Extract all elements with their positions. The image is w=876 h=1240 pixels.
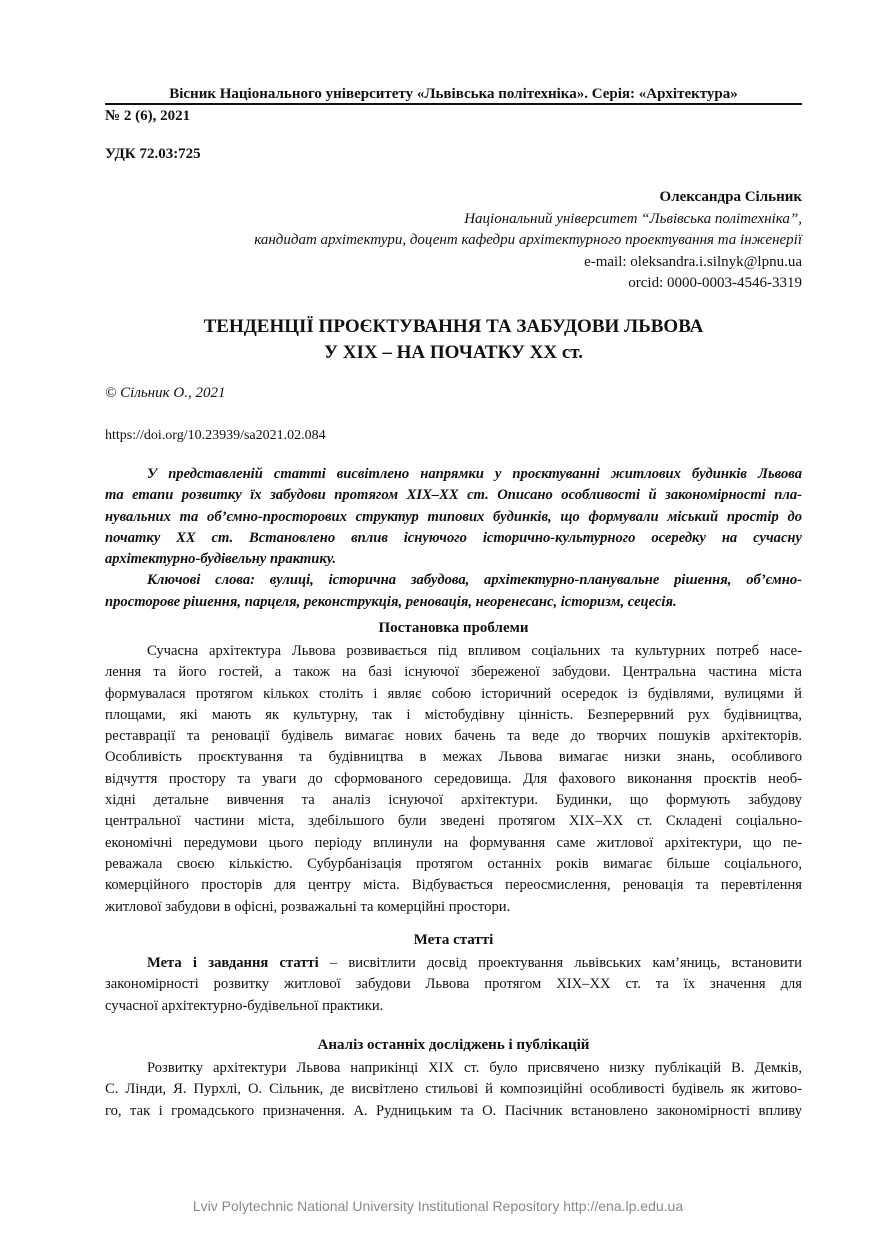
problem-line: реставрації та реновації будівель вимагає нових бачень та веде до творчих пошуків архітекторів. bbox=[105, 728, 802, 745]
section-heading-goal: Мета статті bbox=[413, 932, 494, 948]
goal-line: закономірності розвитку житлової забудови Львова протягом ХІХ–ХХ ст. та їх значення для bbox=[105, 976, 802, 993]
repository-footer: Lviv Polytechnic National University Institutional Repository http://ena.lp.edu.ua bbox=[192, 1198, 684, 1214]
author-orcid: orcid: 0000-0003-4546-3319 bbox=[628, 275, 802, 291]
author-position: кандидат архітектури, доцент кафедри архітектурного проектування та інженерії bbox=[254, 232, 802, 248]
doi-link[interactable]: https://doi.org/10.23939/sa2021.02.084 bbox=[105, 428, 326, 443]
analysis-line: го, так і громадського призначення. А. Рудницьким та О. Пасічник встановлено закономірності впливу bbox=[105, 1102, 802, 1119]
problem-line: комерційного просторів для центру міста. Відбувається переосмислення, реновація та перевтілення bbox=[105, 877, 802, 894]
goal-line: сучасної архітектурно-будівельної практики. bbox=[105, 997, 384, 1014]
abstract-line: початку ХХ ст. Встановлено вплив існуючого історично-культурного осередку на сучасну bbox=[105, 529, 802, 546]
problem-line: відчуття простору та уваги до сформованого середовища. Для фахового виконання проєктів необ- bbox=[105, 770, 802, 787]
analysis-line: Розвитку архітектури Львова наприкінці ХІХ ст. було присвячено низку публікацій В. Демків, bbox=[147, 1060, 802, 1076]
goal-text: – висвітлити досвід проектування львівських кам’яниць, встановити bbox=[318, 955, 802, 971]
abstract-line: та етапи розвитку їх забудови протягом ХІХ–ХХ ст. Описано особливості й закономірності пла- bbox=[105, 487, 802, 504]
problem-line: лення та його гостей, а також на базі існуючої збереженої забудови. Центральна частина міста bbox=[105, 664, 802, 681]
problem-line: житлової забудови в офісні, розважальні та комерційні простори. bbox=[105, 898, 511, 915]
problem-line: центральної частини міста, здебільшого були зведені протягом ХІХ–ХХ ст. Складені соціально- bbox=[105, 813, 802, 830]
problem-line: формувалася протягом кількох століть і являє собою історичний осередок із будівлями, вулицями й bbox=[105, 685, 802, 702]
author-name: Олександра Сільник bbox=[659, 189, 802, 205]
abstract-line: нувальних та об’ємно-просторових структур типових будинків, що формували міський простір до bbox=[105, 508, 802, 525]
issue-number: № 2 (6), 2021 bbox=[105, 108, 191, 124]
problem-line: хідні детальне вивчення та аналіз існуючої архітектури. Будинки, що формують забудову bbox=[105, 792, 802, 809]
abstract-line: У представленій статті висвітлено напрямки у проєктуванні житлових будинків Львова bbox=[147, 466, 802, 482]
section-heading-problem: Постановка проблеми bbox=[378, 620, 529, 636]
problem-line: економічні передумови цього періоду вплинули на формування саме житлової архітектури, що пе- bbox=[105, 834, 802, 851]
author-block bbox=[254, 187, 802, 295]
article-title bbox=[105, 314, 802, 366]
header-rule bbox=[105, 103, 802, 105]
keywords-line: Ключові слова: вулиці, історична забудова, архітектурно-планувальне рішення, об’ємно- bbox=[147, 572, 802, 589]
problem-line: Сучасна архітектура Львова розвивається під впливом соціальних та культурних потреб насе- bbox=[147, 643, 802, 659]
keywords-line: просторове рішення, парцеля, реконструкція, реновація, неоренесанс, історизм, сецесія. bbox=[105, 593, 677, 610]
udk-code: УДК 72.03:725 bbox=[105, 146, 201, 162]
problem-line: реважала своєю кількістю. Субурбанізація протягом останніх років вимагає більше соціального, bbox=[105, 855, 802, 872]
goal-paragraph bbox=[105, 953, 802, 1017]
journal-header: Вісник Національного університету «Львівська політехніка». Серія: «Архітектура» bbox=[169, 86, 738, 102]
problem-paragraph bbox=[105, 641, 802, 918]
author-affiliation: Національний університет “Львівська політехніка”, bbox=[464, 210, 802, 227]
abstract bbox=[105, 464, 802, 613]
analysis-line: С. Лінди, Я. Пурхлі, О. Сільник, де висвітлено стильові й композиційні особливості будівель як житово- bbox=[105, 1081, 802, 1098]
title-line: ТЕНДЕНЦІЇ ПРОЄКТУВАННЯ ТА ЗАБУДОВИ ЛЬВОВА bbox=[203, 316, 704, 337]
abstract-line: архітектурно-будівельну практику. bbox=[105, 551, 336, 568]
analysis-paragraph bbox=[105, 1058, 802, 1122]
goal-line bbox=[105, 953, 802, 974]
goal-lead: Мета і завдання статті bbox=[147, 955, 319, 971]
section-heading-analysis: Аналіз останніх досліджень і публікацій bbox=[317, 1037, 590, 1053]
author-email[interactable]: e-mail: oleksandra.i.silnyk@lpnu.ua bbox=[584, 253, 802, 270]
title-line: У ХІХ – НА ПОЧАТКУ ХХ ст. bbox=[324, 342, 583, 363]
problem-line: Особливість проєктування та будівництва в межах Львова вимагає низки знань, особливого bbox=[105, 749, 802, 766]
copyright: © Сільник О., 2021 bbox=[105, 385, 226, 401]
problem-line: площами, які мають як культурну, так і містобудівну цінність. Безперервний рух будівництва, bbox=[105, 706, 802, 723]
